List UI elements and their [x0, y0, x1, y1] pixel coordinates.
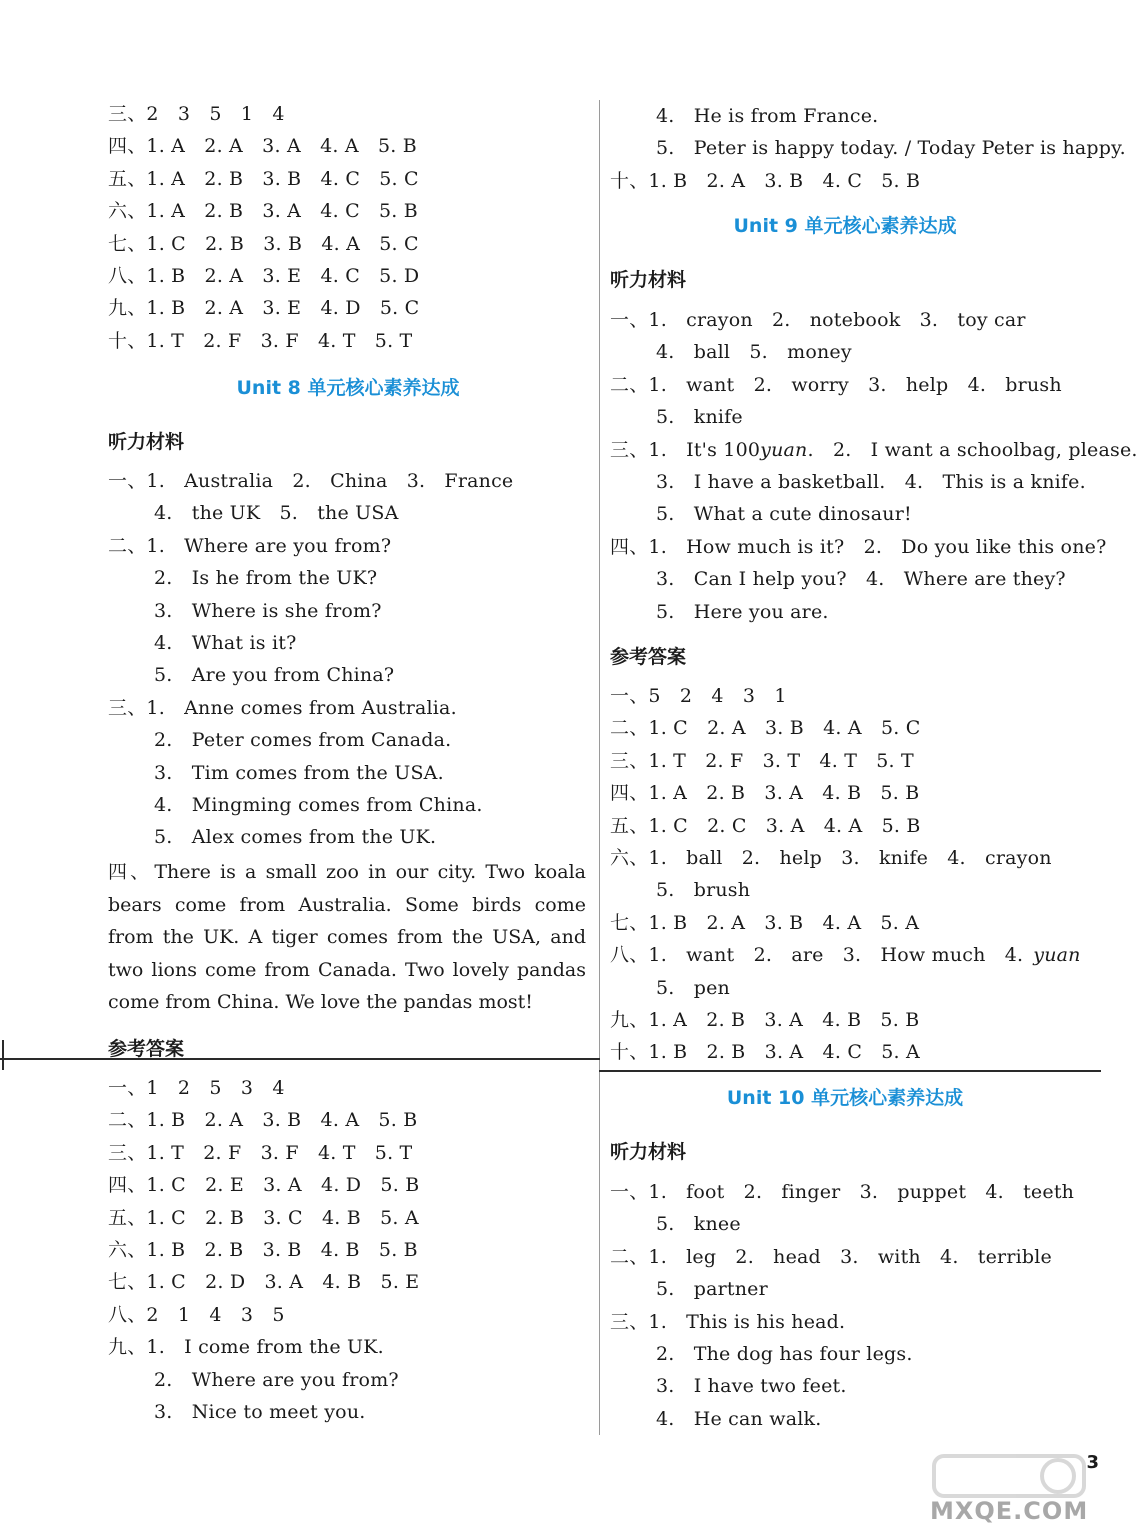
- answer-row-text: 五、1. C 2. C 3. A 4. A 5. B: [610, 814, 921, 837]
- answer-row-line: [108, 233, 419, 255]
- listening-row-text: 三、1. Anne comes from Australia.: [108, 696, 457, 719]
- listening-row-line: [154, 600, 382, 622]
- listening-row-text: 3. Tim comes from the USA.: [154, 761, 444, 784]
- answer-row-line: [610, 170, 920, 192]
- answer-row-text: 四、1. A 2. A 3. A 4. A 5. B: [108, 135, 417, 158]
- listening-row-text: 3. Where is she from?: [154, 599, 382, 622]
- watermark-text: MXQE.COM: [930, 1497, 1089, 1525]
- listening-row-line: [154, 826, 436, 848]
- answer-row-line: [154, 1401, 366, 1423]
- listening-row-line: [656, 1213, 741, 1235]
- answer-row-text: 4. He is from France.: [656, 105, 879, 127]
- answer-row-line: [610, 750, 914, 772]
- page-number: 3: [1086, 1452, 1099, 1473]
- answer-row-text: 5. brush: [656, 879, 751, 902]
- listening-row-line: [154, 632, 296, 654]
- answer-row-line: [610, 847, 1052, 869]
- answer-row-text: 三、1. T 2. F 3. F 4. T 5. T: [108, 1141, 413, 1164]
- listening-row-text: 四、1. How much is it? 2. Do you like this one?: [610, 535, 1107, 558]
- listening-row-text: 三、1. This is his head.: [610, 1310, 846, 1333]
- answer-row-text: 三、2 3 5 1 4: [108, 103, 285, 125]
- answer-row-line: [108, 103, 285, 125]
- listening-row-line: [610, 374, 1062, 396]
- listening-row-line: [610, 1246, 1052, 1268]
- listening-row-line: [154, 729, 451, 751]
- answer-row-text: 5. Peter is happy today. / Today Peter is happy.: [656, 137, 1126, 160]
- listening-row-line: [656, 568, 1066, 590]
- answer-row-line: [108, 200, 418, 222]
- answer-row-line: [108, 297, 419, 319]
- column-divider: [599, 100, 600, 1435]
- listening-row-text: 三、1. It's 100: [610, 438, 761, 461]
- listening-row-text: 3. I have two feet.: [656, 1375, 847, 1398]
- listening-row-text: 3. I have a basketball. 4. This is a knife.: [656, 471, 1086, 493]
- answer-row-line: [610, 1041, 920, 1063]
- listening-row-text: 4. the UK 5. the USA: [154, 502, 399, 525]
- answer-row-line: [108, 1207, 419, 1229]
- answer-row-text: 5. pen: [656, 976, 730, 999]
- listening-row-text: 5. What a cute dinosaur!: [656, 503, 912, 526]
- answer-row-text: 十、1. T 2. F 3. F 4. T 5. T: [108, 329, 413, 352]
- listening-row-text: 一、1. Australia 2. China 3. France: [108, 470, 514, 492]
- listening-row-line: [154, 794, 483, 816]
- listening-row-text: 二、1. leg 2. head 3. with 4. terrible: [610, 1245, 1052, 1268]
- listening-row-text: 4. He can walk.: [656, 1407, 822, 1430]
- listening-row-line: [154, 502, 399, 524]
- answer-row-text: 二、1. B 2. A 3. B 4. A 5. B: [108, 1109, 418, 1132]
- answers-label: 参考答案: [108, 1038, 185, 1060]
- listening-row-line: [610, 536, 1106, 558]
- listening-row-line: [610, 439, 1138, 461]
- passage-lead: 四、: [108, 861, 153, 883]
- listening-row-line: [108, 470, 513, 492]
- answer-row-text: 一、1 2 5 3 4: [108, 1077, 285, 1099]
- answer-row-line: [154, 1369, 399, 1391]
- listening-row-rest: . 2. I want a schoolbag, please.: [807, 438, 1138, 461]
- answer-row-line: [108, 135, 417, 157]
- listening-row-line: [108, 535, 391, 557]
- listening-label-unit9: 听力材料: [610, 269, 687, 291]
- listening-row-line: [154, 762, 444, 784]
- listening-row-line: [610, 1311, 845, 1333]
- listening-row-line: [656, 1408, 821, 1430]
- passage-text: There is a small zoo in our city. Two koala bears come from Australia. Some birds come from the UK. A tiger comes from the USA, and two lions come from Canada. Two lovely pandas come from China. We love the pandas most!: [108, 861, 586, 1013]
- listening-row-line: [656, 503, 912, 525]
- answer-row-line: [610, 944, 1081, 966]
- answer-row-line: [610, 782, 919, 804]
- listening-row-text: 二、1. want 2. worry 3. help 4. brush: [610, 373, 1062, 396]
- listening-row-text: 一、1. foot 2. finger 3. puppet 4. teeth: [610, 1181, 1075, 1203]
- answer-row-text: 四、1. C 2. E 3. A 4. D 5. B: [108, 1174, 420, 1197]
- answer-row-text: 十、1. B 2. A 3. B 4. C 5. B: [610, 169, 921, 192]
- answer-row-line: [108, 1142, 412, 1164]
- answer-row-line: [108, 1174, 419, 1196]
- unit-10-heading: Unit 10 单元核心素养达成: [726, 1087, 964, 1109]
- answer-row-text: 五、1. C 2. B 3. C 4. B 5. A: [108, 1206, 419, 1229]
- listening-row-text: 5. Are you from China?: [154, 664, 395, 687]
- answer-row-line: [108, 168, 419, 190]
- answer-row-line: [610, 1009, 919, 1031]
- answer-row-text: 二、1. C 2. A 3. B 4. A 5. C: [610, 717, 921, 740]
- listening-row-line: [610, 309, 1026, 331]
- listening-row-text: 2. Is he from the UK?: [154, 567, 378, 590]
- answer-row-line: [610, 717, 921, 739]
- listening-row-text: 3. Can I help you? 4. Where are they?: [656, 568, 1066, 591]
- answer-row-text: 三、1. T 2. F 3. T 4. T 5. T: [610, 749, 914, 772]
- answer-row-line: [108, 1336, 384, 1358]
- crop-mark: [2, 1040, 4, 1070]
- answer-row-text: 五、1. A 2. B 3. B 4. C 5. C: [108, 167, 419, 190]
- answer-row-line: [656, 977, 730, 999]
- listening-row-text: 4. ball 5. money: [656, 341, 852, 364]
- listening-row-text: 5. partner: [656, 1278, 768, 1301]
- answer-row-line: [108, 1109, 417, 1131]
- answer-row-line: [656, 105, 878, 127]
- answer-row-text: 十、1. B 2. B 3. A 4. C 5. A: [610, 1041, 920, 1064]
- listening-row-text: 2. The dog has four legs.: [656, 1343, 913, 1365]
- unit-9-heading: Unit 9 单元核心素养达成: [733, 215, 957, 237]
- answer-row-line: [656, 137, 1126, 159]
- left-section-rule: [0, 1058, 600, 1060]
- answer-row-text: 九、1. A 2. B 3. A 4. B 5. B: [610, 1009, 920, 1031]
- answer-row-line: [108, 1304, 285, 1326]
- listening-label-unit10: 听力材料: [610, 1141, 687, 1163]
- answer-row-line: [108, 330, 412, 352]
- listening-row-text: 一、1. crayon 2. notebook 3. toy car: [610, 309, 1026, 331]
- answer-row-text: 一、5 2 4 3 1: [610, 685, 787, 707]
- listening-row-text: 5. Alex comes from the UK.: [154, 826, 437, 849]
- answer-row-text: 八、2 1 4 3 5: [108, 1303, 285, 1326]
- listening-row-text: 4. Mingming comes from China.: [154, 794, 483, 816]
- listening-row-text: 5. knife: [656, 406, 743, 429]
- answer-row-line: [108, 1271, 419, 1293]
- answer-row-text: 六、1. B 2. B 3. B 4. B 5. B: [108, 1239, 418, 1261]
- answer-row-text: 七、1. B 2. A 3. B 4. A 5. A: [610, 911, 920, 934]
- listening-row-text: 4. What is it?: [154, 632, 297, 654]
- listening-label: 听力材料: [108, 431, 185, 453]
- listening-row-line: [610, 1181, 1074, 1203]
- unit-8-heading: Unit 8 单元核心素养达成: [236, 377, 460, 399]
- answer-row-line: [108, 1077, 285, 1099]
- listening-row-line: [656, 406, 743, 428]
- answer-row-text: 七、1. C 2. D 3. A 4. B 5. E: [108, 1271, 420, 1294]
- listening-row-text: 二、1. Where are you from?: [108, 534, 392, 557]
- answers-label-unit9: 参考答案: [610, 646, 687, 668]
- answer-row-text: 九、1. B 2. A 3. E 4. D 5. C: [108, 297, 420, 320]
- listening-row-italic: yuan: [760, 438, 808, 461]
- answer-row-line: [656, 879, 750, 901]
- listening-row-line: [656, 341, 852, 363]
- answer-row-text: 四、1. A 2. B 3. A 4. B 5. B: [610, 782, 920, 805]
- answer-row-text: 2. Where are you from?: [154, 1368, 399, 1391]
- listening-row-text: 5. Here you are.: [656, 600, 829, 623]
- passage-paragraph: [108, 856, 586, 1019]
- answer-row-text: 六、1. A 2. B 3. A 4. C 5. B: [108, 200, 418, 223]
- listening-row-line: [656, 1278, 768, 1300]
- answer-row-text: 九、1. I come from the UK.: [108, 1336, 384, 1359]
- answer-row-line: [108, 1239, 418, 1261]
- listening-row-line: [656, 1343, 913, 1365]
- answer-row-text: 六、1. ball 2. help 3. knife 4. crayon: [610, 847, 1052, 869]
- listening-row-text: 5. knee: [656, 1213, 741, 1236]
- answer-row-italic-tail: yuan: [1033, 944, 1081, 967]
- listening-row-line: [108, 697, 457, 719]
- listening-row-text: 2. Peter comes from Canada.: [154, 729, 452, 752]
- listening-row-line: [154, 664, 394, 686]
- listening-row-line: [656, 471, 1086, 493]
- answer-row-text: 八、1. B 2. A 3. E 4. C 5. D: [108, 265, 420, 287]
- answer-row-line: [610, 685, 787, 707]
- answer-row-text: 八、1. want 2. are 3. How much 4.: [610, 944, 1024, 967]
- listening-row-line: [154, 567, 377, 589]
- answer-row-line: [610, 815, 921, 837]
- answer-row-line: [610, 912, 919, 934]
- listening-row-line: [656, 1375, 847, 1397]
- answer-row-text: 3. Nice to meet you.: [154, 1401, 366, 1423]
- listening-row-line: [656, 601, 829, 623]
- right-section-rule: [599, 1070, 1101, 1072]
- answer-row-text: 七、1. C 2. B 3. B 4. A 5. C: [108, 232, 419, 255]
- answer-row-line: [108, 265, 419, 287]
